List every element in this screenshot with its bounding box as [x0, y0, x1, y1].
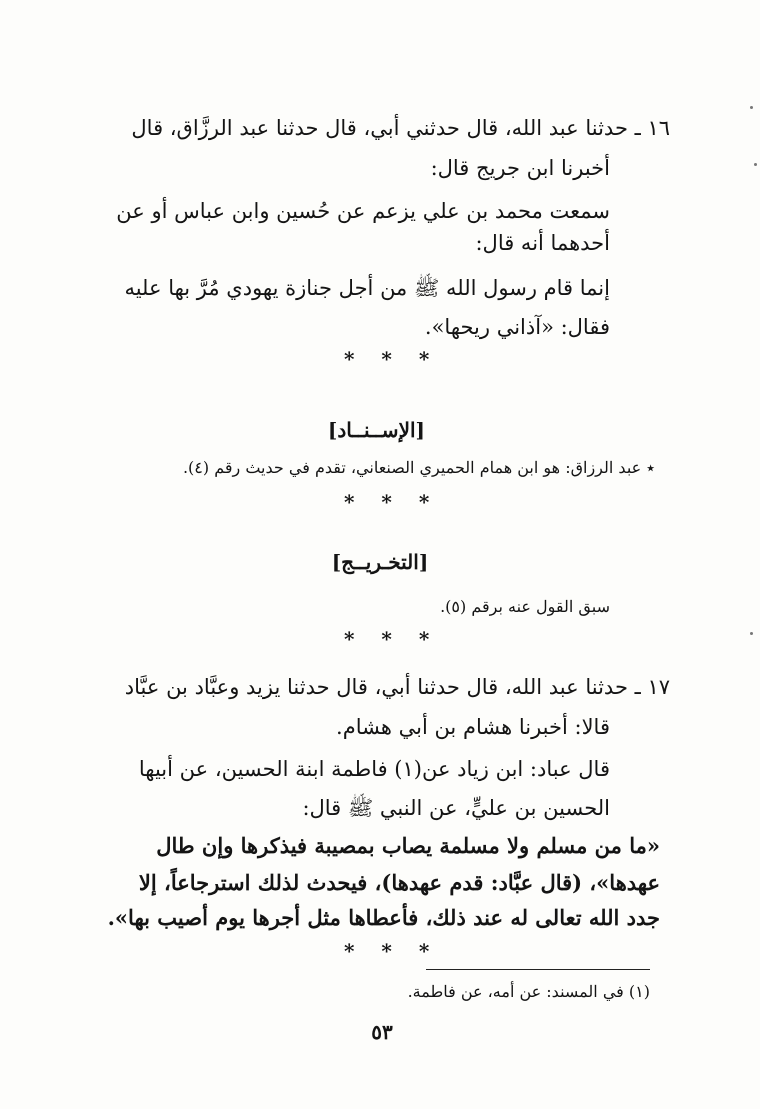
isnad-heading: [الإســنــاد]	[327, 418, 425, 442]
hadith-16-line-6: فقال: «آذاني ريحها».	[424, 315, 610, 339]
footnote: (١) في المسند: عن أمه، عن فاطمة.	[407, 982, 650, 1001]
hadith-17-line-5: «ما من مسلم ولا مسلمة يصاب بمصيبة فيذكرها وإن طال	[156, 833, 660, 858]
footnote-rule	[426, 969, 650, 970]
scan-mark	[750, 632, 753, 635]
hadith-17-line-1: ١٧ ـ حدثنا عبد الله، قال حدثنا أبي، قال حدثنا يزيد وعبَّاد بن عبَّاد	[124, 675, 670, 699]
hadith-16-line-5: إنما قام رسول الله ﷺ من أجل جنازة يهودي مُرَّ بها عليه	[124, 276, 610, 300]
section-separator-1: * * *	[344, 347, 440, 371]
hadith-17-line-4: الحسين بن عليٍّ، عن النبي ﷺ قال:	[302, 796, 610, 820]
takhrij-note: سبق القول عنه برقم (٥).	[440, 597, 610, 616]
section-separator-3: * * *	[344, 627, 440, 651]
isnad-note: ٭ عبد الرزاق: هو ابن همام الحميري الصنعاني، تقدم في حديث رقم (٤).	[182, 458, 655, 477]
scan-mark	[750, 106, 753, 109]
page-number: ٥٣	[371, 1020, 393, 1044]
hadith-17-line-7: جدد الله تعالى له عند ذلك، فأعطاها مثل أجرها يوم أصيب بها».	[107, 905, 660, 930]
section-separator-2: * * *	[344, 490, 440, 514]
hadith-17-line-2: قالا: أخبرنا هشام بن أبي هشام.	[336, 715, 610, 739]
hadith-16-line-1: ١٦ ـ حدثنا عبد الله، قال حدثني أبي، قال حدثنا عبد الرزَّاق، قال	[131, 116, 670, 140]
hadith-17-line-6: عهدها»، (قال عبَّاد: قدم عهدها)، فيحدث لذلك استرجاعاً، إلا	[138, 870, 660, 895]
scan-mark	[754, 163, 757, 166]
section-separator-4: * * *	[344, 939, 440, 963]
takhrij-heading: [التخـريــج]	[331, 550, 429, 574]
hadith-17-line-3: قال عباد: ابن زياد عن(١) فاطمة ابنة الحسين، عن أبيها	[138, 757, 610, 781]
hadith-16-line-3: سمعت محمد بن علي يزعم عن حُسين وابن عباس أو عن	[116, 199, 610, 223]
hadith-16-line-4: أحدهما أنه قال:	[475, 231, 610, 255]
hadith-16-line-2: أخبرنا ابن جريج قال:	[430, 156, 610, 180]
